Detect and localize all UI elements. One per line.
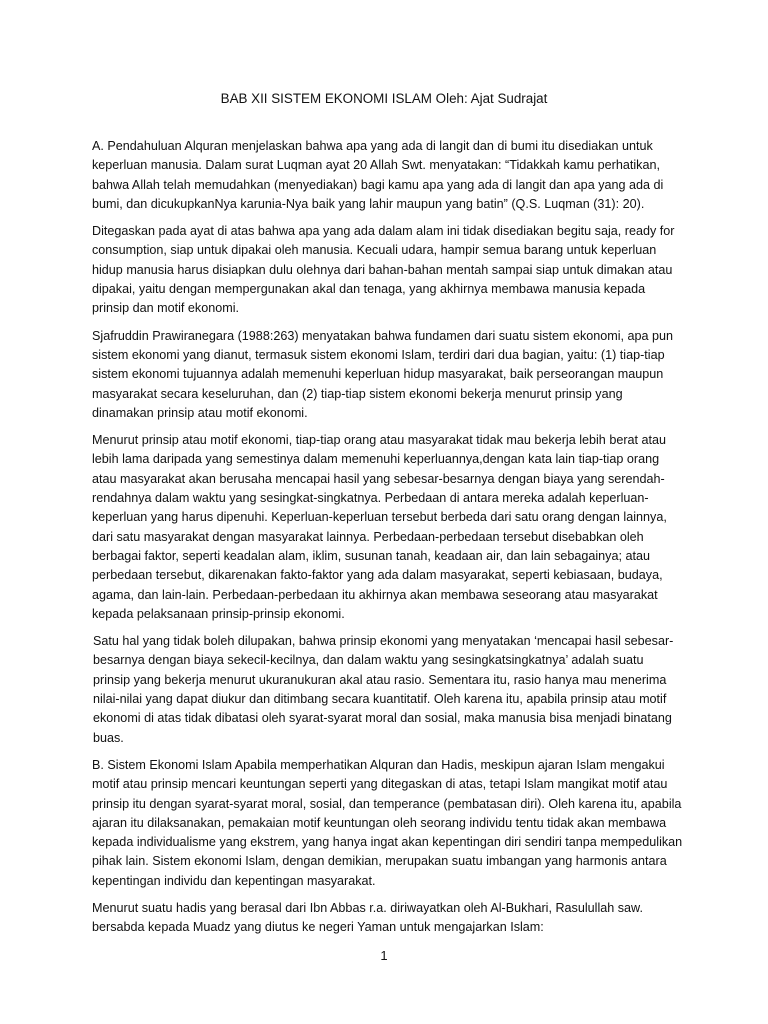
paragraph-sistem-ekonomi-islam: B. Sistem Ekonomi Islam Apabila memperhatikan Alquran dan Hadis, meskipun ajaran Islam mengakui motif atau prinsip mencari keuntungan seperti yang ditegaskan di atas, tetapi Islam mangikat motif atau prinsip itu dengan syarat-syarat moral, sosial, dan temperance (pembatasan diri). Oleh karena itu, apabila ajaran itu dilaksanakan, pemakaian motif keuntungan oleh seorang individu tentu tidak akan membawa kepada individualisme yang ekstrem, yang hanya ingat akan kepentingan diri sendiri tanpa mempedulikan pihak lain. Sistem ekonomi Islam, dengan demikian, merupakan suatu imbangan yang harmonis antara kepentingan individu dan kepentingan masyarakat. <box>92 757 683 888</box>
paragraph-pendahuluan: A. Pendahuluan Alquran menjelaskan bahwa apa yang ada di langit dan di bumi itu disediakan untuk keperluan manusia. Dalam surat Luqman ayat 20 Allah Swt. menyatakan: “Tidakkah kamu perhatikan, bahwa Allah telah memudahkan (menyediakan) bagi kamu apa yang ada di langit dan apa yang ada di bumi, dan dicukupkanNya karunia-Nya baik yang lahir maupun yang batin” (Q.S. Luqman (31): 20). <box>92 139 664 211</box>
paragraph-sjafruddin: Sjafruddin Prawiranegara (1988:263) menyatakan bahwa fundamen dari suatu sistem ekonomi, apa pun sistem ekonomi yang dianut, termasuk sistem ekonomi Islam, terdiri dari dua bagian, yaitu: (1) tiap-tiap sistem ekonomi tujuannya adalah memenuhi keperluan hidup masyarakat, baik perseorangan maupun masyarakat secara keseluruhan, dan (2) tiap-tiap sistem ekonomi bekerja menurut prinsip yang dinamakan prinsip atau motif ekonomi. <box>92 328 674 420</box>
paragraph-ditegaskan: Ditegaskan pada ayat di atas bahwa apa yang ada dalam alam ini tidak disediakan begitu saja, ready for consumption, siap untuk dipakai oleh manusia. Kecuali udara, hampir semua barang untuk keperluan hidup manusia harus disiapkan dulu olehnya dari bahan-bahan mentah sampai siap untuk dimakan atau dipakai, yaitu dengan mempergunakan akal dan tenaga, yang akhirnya membawa manusia kepada prinsip dan motif ekonomi. <box>92 224 675 316</box>
page-number: 1 <box>380 948 388 963</box>
paragraph-motif-ekonomi: Menurut prinsip atau motif ekonomi, tiap-tiap orang atau masyarakat tidak mau bekerja lebih berat atau lebih lama daripada yang semestinya dalam memenuhi keperluannya,dengan kata lain tiap-tiap orang atau masyarakat akan berusaha mencapai hasil yang sebesar-besarnya dengan biaya yang serendah-rendahnya dalam waktu yang sesingkat-singkatnya. Perbedaan di antara mereka adalah keperluan-keperluan yang harus dipenuhi. Keperluan-keperluan tersebut berbeda dari satu orang dengan lainnya, dari satu masyarakat dengan masyarakat lainnya. Perbedaan-perbedaan tersebut disebabkan oleh berbagai faktor, seperti keadalan alam, iklim, susunan tanah, keadaan air, dan lain sebagainya; atau perbedaan tersebut, dikarenakan fakto-faktor yang ada dalam masyarakat, seperti kebiasaan, budaya, agama, dan lain-lain. Perbedaan-perbedaan itu akhirnya akan membawa seseorang atau masyarakat kepada pelaksanaan prinsip-prinsip ekonomi. <box>92 433 667 621</box>
document-body <box>92 137 684 946</box>
document-title: BAB XII SISTEM EKONOMI ISLAM Oleh: Ajat Sudrajat <box>220 91 548 106</box>
paragraph-satu-hal: Satu hal yang tidak boleh dilupakan, bahwa prinsip ekonomi yang menyatakan ‘mencapai hasil sebesar-besarnya dengan biaya sekecil-kecilnya, dan dalam waktu yang sesingkatsingkatnya’ adalah suatu prinsip yang bekerja menurut ukuranukuran akal atau rasio. Sementara itu, rasio hanya mau menerima nilai-nilai yang dapat diukur dan ditimbang secara kuantitatif. Oleh karena itu, apabila prinsip atau motif ekonomi di atas tidak dibatasi oleh syarat-syarat moral dan sosial, maka manusia bisa menjadi binatang buas. <box>93 634 674 745</box>
paragraph-hadis: Menurut suatu hadis yang berasal dari Ibn Abbas r.a. diriwayatkan oleh Al-Bukhari, Rasulullah saw. bersabda kepada Muadz yang diutus ke negeri Yaman untuk mengajarkan Islam: <box>92 900 643 935</box>
